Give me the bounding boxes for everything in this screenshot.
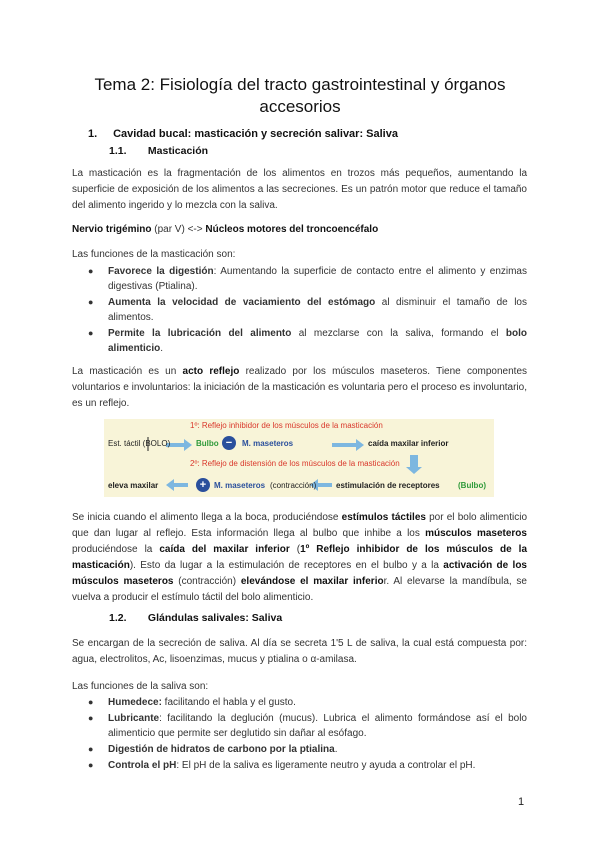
text-span: r. Al elevarse la mandíbula, se vuelva a producir el estímulo táctil del bolo alimenticio. [72,576,527,603]
item-text: : El pH de la saliva es ligeramente neutro y ayuda a controlar el pH. [176,760,476,771]
list-item [72,695,527,710]
item-text: al mezclarse con la saliva, formando el [291,328,506,339]
text-span: por el bolo alimenticio que dan lugar al reflejo. Esta información llega al bulbo que inhibe a los [72,512,528,539]
nucleos-bold: Núcleos motores del troncoencéfalo [205,224,379,235]
section-label: Masticación [147,145,209,157]
contraccion-label: (contracción) [270,481,317,490]
section-number: 1.1. [109,145,127,157]
paragraph-acto-reflejo [72,364,527,412]
bulbo-label: Bulbo [196,439,219,448]
item-text: : facilitando la deglución (mucus). Lubrica el alimento formándose así el bolo alimenticio que permite ser deglutido sin dañar al esófago. [108,713,527,739]
section-number: 1. [88,128,98,140]
item-text: . [160,343,164,354]
bullet-icon: ● [88,328,94,338]
paragraph-reflejo-detalle [72,510,527,606]
reflex-2-title: 2º: Reflejo de distensión de los músculos de la masticación [190,459,400,468]
item-text: facilitando el habla y el gusto. [161,697,296,708]
bullet-icon: ● [88,297,94,307]
bullet-icon: ● [88,713,94,723]
bullet-icon: ● [88,266,94,276]
arrow-right-icon [332,439,364,451]
section-label: Cavidad bucal: masticación y secreción salivar: Saliva [113,128,398,140]
bold-span: músculos maseteros [425,528,527,539]
section-heading-1 [88,128,398,140]
item-bold: Permite la lubricación del alimento [108,328,292,339]
text-span: La masticación es un [72,366,183,377]
text-span: produciéndose la [72,544,160,555]
est-tactil-label: Est. táctil (BOLO) [108,439,171,448]
acto-reflejo-bold: acto reflejo [182,366,240,377]
arrow-down-icon [406,455,422,474]
bullet-icon: ● [88,697,94,707]
arrow-left-icon [166,479,188,491]
text-span: (contracción) [173,576,241,587]
paragraph-nervio [72,222,527,238]
saliva-list [72,695,527,774]
item-bold: Controla el pH [108,760,177,771]
bold-span: estímulos táctiles [341,512,426,523]
list-item [72,711,527,741]
bold-span: caída del maxilar inferior [159,544,290,555]
item-bold: Lubricante [108,713,160,724]
eleva-label: eleva maxilar [108,481,159,490]
list-item [72,264,527,294]
item-text: al disminuir el tamaño de los alimentos. [108,297,527,323]
caida-label: caída maxilar inferior [368,439,449,448]
list-item [72,295,527,325]
bullet-icon: ● [88,760,94,770]
page-number: 1 [518,796,525,808]
bullet-icon: ● [88,744,94,754]
bulbo2-label: (Bulbo) [458,481,486,490]
bold-span: elevándose el maxilar inferio [240,576,384,587]
nervio-mid: (par V) <-> [151,224,206,235]
list-item [72,326,527,356]
reflex-diagram [104,419,494,497]
section-label: Glándulas salivales: Saliva [147,612,283,624]
funciones-list [72,264,527,357]
item-bold: Humedece: [108,697,162,708]
paragraph-saliva: Se encargan de la secreción de saliva. Al día se secreta 1'5 L de saliva, la cual está compuesta por: agua, electrolitos, Ac, lisoenzimas, mucus y ptialina o α-amilasa. [72,638,527,665]
paragraph-masticacion: La masticación es la fragmentación de los alimentos en trozos más pequeños, aumentando la superficie de exposición de los alimentos a las secreciones. Es un patrón motor que reduce el tamaño del alimento ingerido y lo mezcla con la saliva. [72,168,527,211]
bold-span: activación de los músculos maseteros [72,560,527,587]
item-bold: bolo alimenticio [108,328,527,354]
reflex-1-title: 1º: Reflejo inhibidor de los músculos de la masticación [190,421,383,430]
plus-icon: + [196,478,210,492]
saliva-intro: Las funciones de la saliva son: [72,681,209,692]
list-item [72,742,527,757]
text-span: realizado por los músculos maseteros. Tiene componentes voluntarios e involuntarios: la iniciación de la masticación es voluntaria pero el proceso es involuntario, es un reflejo. [72,366,528,409]
section-number: 1.2. [109,612,127,624]
maseteros-label: M. maseteros [242,439,294,448]
list-item [72,758,527,773]
text-span: ). Esto da lugar a la estimulación de receptores en el bulbo y a la [129,560,444,571]
item-bold: Aumenta la velocidad de vaciamiento del estómago [108,297,376,308]
funciones-intro: Las funciones de la masticación son: [72,249,236,260]
section-heading-1-2 [109,612,282,624]
text-span: ( [289,544,301,555]
item-text: : Aumentando la superficie de contacto entre el alimento y enzimas digestivas (Ptialina). [108,266,527,292]
section-heading-1-1 [109,145,208,157]
maseteros2-label: M. maseteros [214,481,266,490]
estimulacion-label: estimulación de receptores [336,481,440,490]
bold-span: 1º Reflejo inhibidor de los músculos de la masticación [72,544,528,571]
page-title: Tema 2: Fisiología del tracto gastrointestinal y órganos accesorios [94,75,506,116]
item-bold: Digestión de hidratos de carbono por la ptialina [108,744,335,755]
nervio-bold: Nervio trigémino [72,224,152,235]
item-text: . [334,744,338,755]
text-span: Se inicia cuando el alimento llega a la boca, produciéndose [72,512,342,523]
item-bold: Favorece la digestión [108,266,214,277]
minus-icon: − [222,436,236,450]
